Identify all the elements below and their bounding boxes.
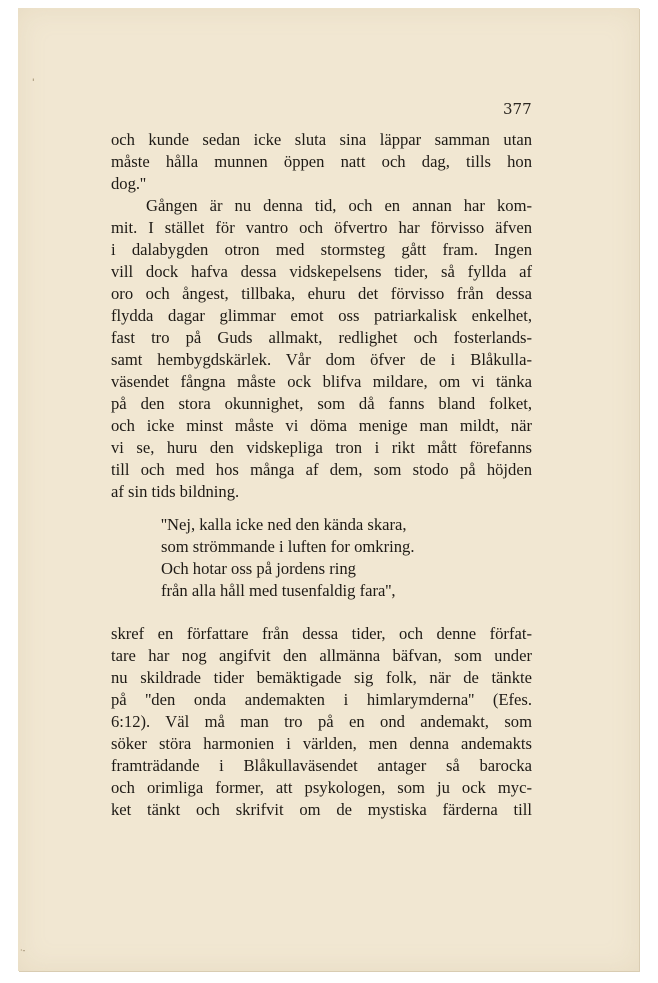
text-line: flydda dagar glimmar emot oss patriarkalisk enkelhet, <box>111 306 532 325</box>
text-line: vill dock hafva dessa vidskepelsens tider, så fyllda af <box>111 262 532 281</box>
text-line: vi se, huru den vidskepliga tron i rikt mått förefanns <box>111 438 532 457</box>
paper-speck: ' <box>32 78 35 88</box>
paper-speck: ·- <box>20 946 26 955</box>
poem-line: från alla håll med tusenfaldig fara'', <box>161 581 396 600</box>
page-number: 377 <box>503 100 532 118</box>
text-line: på den stora okunnighet, som då fanns bland folket, <box>111 394 532 413</box>
text-line: på ''den onda andemakten i himlarymderna'' (Efes. <box>111 690 532 709</box>
text-line: framträdande i Blåkullaväsendet antager så barocka <box>111 756 532 775</box>
text-line: och icke minst måste vi döma menige man mildt, när <box>111 416 532 435</box>
text-line: af sin tids bildning. <box>111 482 240 501</box>
text-line: mit. I stället för vantro och öfvertro har förvisso äfven <box>111 218 532 237</box>
text-line: fast tro på Guds allmakt, redlighet och fosterlands- <box>111 328 532 347</box>
poem-line: Och hotar oss på jordens ring <box>161 559 356 578</box>
text-line: 6:12). Väl må man tro på en ond andemakt, som <box>111 712 532 731</box>
text-line: måste hålla munnen öppen natt och dag, tills hon <box>111 152 532 171</box>
text-line: oro och ångest, tillbaka, ehuru det förvisso från dessa <box>111 284 532 303</box>
text-line: dog.'' <box>111 174 147 193</box>
text-line: Gången är nu denna tid, och en annan har kom- <box>146 196 532 215</box>
text-line: i dalabygden otron med stormsteg gått fram. Ingen <box>111 240 532 259</box>
poem-line: som strömmande i luften for omkring. <box>161 537 415 556</box>
text-line: och kunde sedan icke sluta sina läppar samman utan <box>111 130 532 149</box>
book-page <box>18 8 639 971</box>
text-line: väsendet fångna måste ock blifva mildare, om vi tänka <box>111 372 532 391</box>
poem-line: ''Nej, kalla icke ned den kända skara, <box>161 515 407 534</box>
text-line: samt hembygdskärlek. Vår dom öfver de i Blåkulla- <box>111 350 532 369</box>
text-line: söker störa harmonien i världen, men denna andemakts <box>111 734 532 753</box>
text-line: till och med hos många af dem, som stodo på höjden <box>111 460 532 479</box>
text-line: nu skildrade tider bemäktigade sig folk, när de tänkte <box>111 668 532 687</box>
text-line: ket tänkt och skrifvit om de mystiska färderna till <box>111 800 532 819</box>
text-line: skref en författare från dessa tider, och denne förfat- <box>111 624 532 643</box>
text-line: tare har nog angifvit den allmänna bäfvan, som under <box>111 646 532 665</box>
text-line: och orimliga former, att psykologen, som ju ock myc- <box>111 778 532 797</box>
